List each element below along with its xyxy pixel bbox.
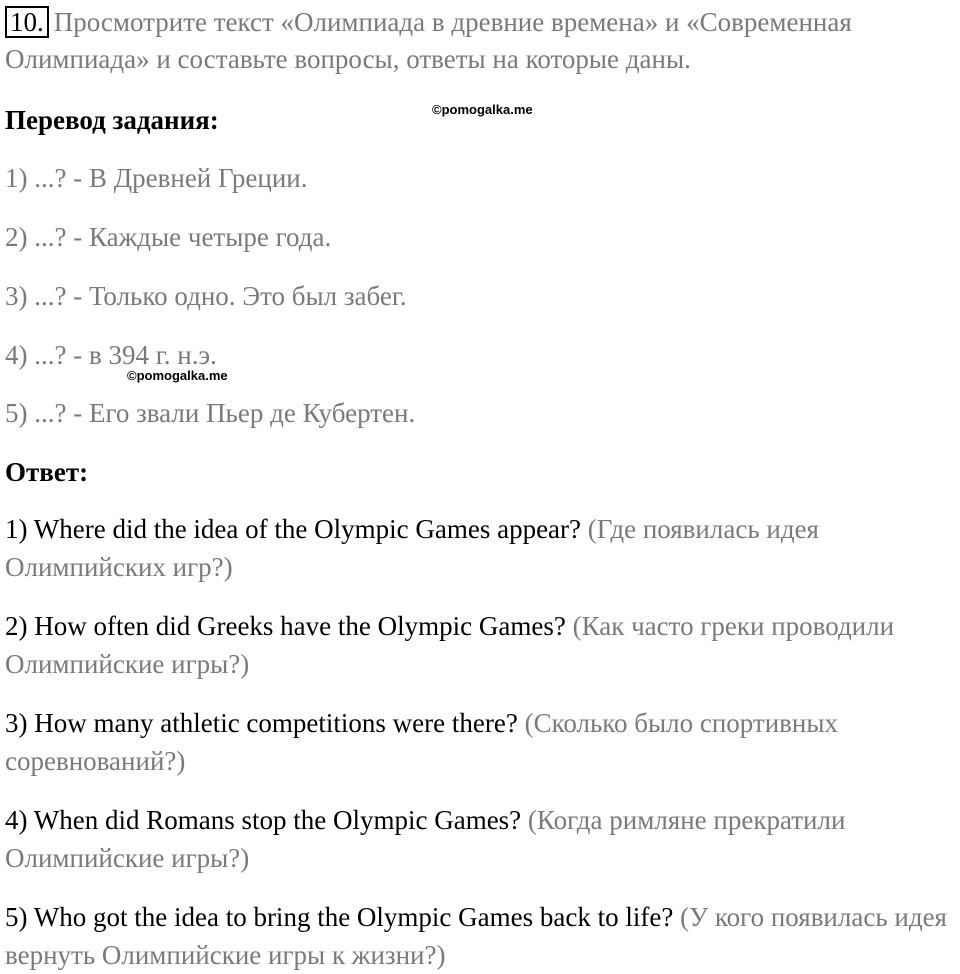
answer-item-3 [5,704,960,780]
answer-item-5-ru: (У кого появилась идея вернуть Олимпийские игры к жизни?) [5,902,947,970]
translation-item-1: 1) ...? - В Древней Греции. [5,163,308,193]
answer-item-2-en: 2) How often did Greeks have the Olympic Games? [5,611,566,641]
answer-item-5 [5,898,960,974]
watermark-middle: ©pomogalka.me [127,368,228,383]
answer-item-2 [5,607,960,683]
task-number: 10. [5,6,49,38]
answer-item-5-en: 5) Who got the idea to bring the Olympic Games back to life? [5,902,674,932]
task-instruction [5,4,960,78]
exercise-page [5,4,960,970]
answer-item-3-ru: (Сколько было спортивных соревнований?) [5,708,839,776]
translation-item-3: 3) ...? - Только одно. Это был забег. [5,281,407,311]
task-instruction-text: Просмотрите текст «Олимпиада в древние времена» и «Современная Олимпиада» и составьте вопросы, ответы на которые даны. [5,7,852,74]
answer-item-4-en: 4) When did Romans stop the Olympic Games? [5,805,522,835]
answer-item-4 [5,801,960,877]
answer-item-4-ru: (Когда римляне прекратили Олимпийские игры?) [5,805,846,873]
answer-item-1 [5,510,960,586]
answer-item-1-ru: (Где появилась идея Олимпийских игр?) [5,514,819,582]
answer-heading: Ответ: [5,457,89,487]
answer-item-1-en: 1) Where did the idea of the Olympic Games appear? [5,514,582,544]
translation-heading: Перевод задания: [5,105,219,135]
answer-item-2-ru: (Как часто греки проводили Олимпийские игры?) [5,611,895,679]
translation-item-2: 2) ...? - Каждые четыре года. [5,222,332,252]
translation-item-4: 4) ...? - в 394 г. н.э. [5,340,217,370]
answer-item-3-en: 3) How many athletic competitions were there? [5,708,518,738]
watermark-top: ©pomogalka.me [432,102,533,117]
translation-item-5: 5) ...? - Его звали Пьер де Кубертен. [5,398,416,428]
